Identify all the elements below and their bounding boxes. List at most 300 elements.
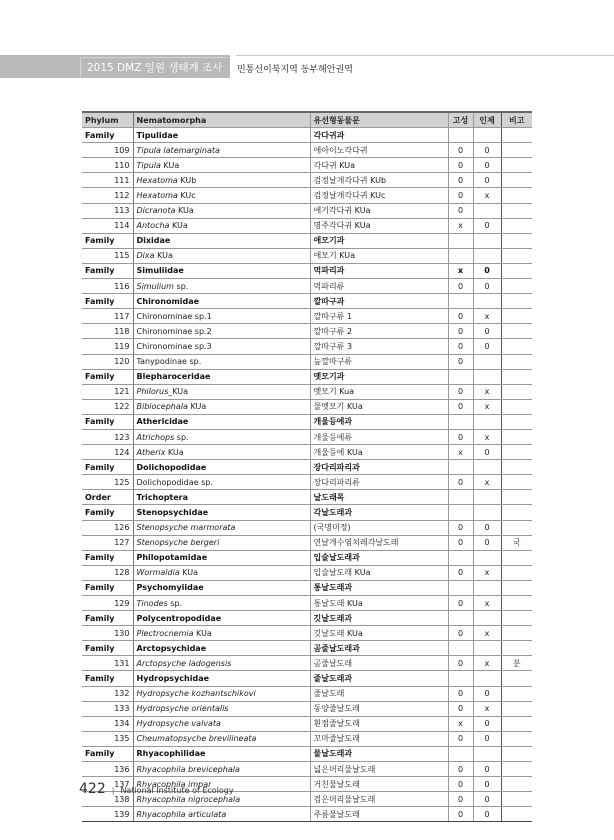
goseong-cell: 0 xyxy=(448,203,473,218)
scientific-name xyxy=(133,173,310,188)
scientific-name xyxy=(133,324,310,339)
inje-cell: 0 xyxy=(473,445,501,460)
taxon-rank-row xyxy=(82,414,532,429)
species-number: 125 xyxy=(82,475,133,490)
genus-species-italic: Cheumatopsyche brevilineata xyxy=(136,734,257,744)
inje-cell: 0 xyxy=(473,686,501,701)
goseong-cell xyxy=(448,611,473,626)
note-cell xyxy=(501,128,532,143)
goseong-cell: 0 xyxy=(448,565,473,580)
report-title: 2015 DMZ 일원 생태계 조사 xyxy=(80,57,228,78)
species-number: 129 xyxy=(82,596,133,611)
rank-label: Family xyxy=(82,233,133,248)
goseong-cell xyxy=(448,505,473,520)
inje-cell xyxy=(473,369,501,384)
korean-name: 늪깔따구류 xyxy=(310,354,448,369)
species-number: 136 xyxy=(82,762,133,777)
inje-cell: 0 xyxy=(473,520,501,535)
inje-cell xyxy=(473,746,501,761)
inje-cell xyxy=(473,505,501,520)
species-number: 137 xyxy=(82,777,133,792)
note-cell: 국 xyxy=(501,535,532,550)
note-cell xyxy=(501,807,532,822)
inje-cell: 0 xyxy=(473,324,501,339)
korean-name: 넓은머리물날도래 xyxy=(310,762,448,777)
inje-cell: 0 xyxy=(473,807,501,822)
note-cell xyxy=(501,429,532,444)
inje-cell xyxy=(473,233,501,248)
rank-label: Order xyxy=(82,490,133,505)
taxon-rank-row xyxy=(82,580,532,595)
column-header: 비고 xyxy=(501,112,532,128)
inje-cell: x xyxy=(473,188,501,203)
scientific-name xyxy=(133,143,310,158)
species-row xyxy=(82,339,532,354)
note-cell xyxy=(501,565,532,580)
goseong-cell: 0 xyxy=(448,324,473,339)
name-suffix: Chironominae sp.3 xyxy=(136,341,212,351)
species-row xyxy=(82,445,532,460)
species-row xyxy=(82,731,532,746)
scientific-name xyxy=(133,596,310,611)
inje-cell xyxy=(473,460,501,475)
taxon-rank-row xyxy=(82,369,532,384)
korean-name: 통날도래과 xyxy=(310,580,448,595)
scientific-name xyxy=(133,445,310,460)
genus-species-italic: Tipula latemarginata xyxy=(136,145,220,155)
korean-name: 거친물날도래 xyxy=(310,777,448,792)
name-suffix: KUa xyxy=(160,160,180,170)
species-number: 116 xyxy=(82,279,133,294)
note-cell xyxy=(501,279,532,294)
goseong-cell: 0 xyxy=(448,188,473,203)
taxon-rank-row xyxy=(82,128,532,143)
note-cell xyxy=(501,626,532,641)
species-row xyxy=(82,535,532,550)
scientific-name xyxy=(133,475,310,490)
goseong-cell xyxy=(448,128,473,143)
rank-label: Family xyxy=(82,641,133,656)
species-row xyxy=(82,248,532,263)
genus-species-italic: Hydropsyche valvata xyxy=(136,719,221,729)
note-cell xyxy=(501,203,532,218)
name-suffix: _KUa xyxy=(168,387,189,397)
goseong-cell xyxy=(448,369,473,384)
inje-cell: 0 xyxy=(473,158,501,173)
note-cell xyxy=(501,369,532,384)
name-suffix: Tanypodinae sp. xyxy=(136,357,202,367)
note-cell xyxy=(501,309,532,324)
taxon-name: Stenopsychidae xyxy=(133,505,310,520)
rank-label: Family xyxy=(82,580,133,595)
taxon-rank-row xyxy=(82,746,532,761)
scientific-name xyxy=(133,701,310,716)
note-cell xyxy=(501,596,532,611)
note-cell xyxy=(501,263,532,278)
korean-name: 흰점줄날도래 xyxy=(310,716,448,731)
note-cell xyxy=(501,716,532,731)
taxon-rank-row xyxy=(82,263,532,278)
species-row xyxy=(82,565,532,580)
note-cell xyxy=(501,686,532,701)
goseong-cell: 0 xyxy=(448,384,473,399)
korean-name: 검은머리물날도래 xyxy=(310,792,448,807)
goseong-cell: x xyxy=(448,445,473,460)
note-cell xyxy=(501,233,532,248)
goseong-cell xyxy=(448,580,473,595)
column-header: 인제 xyxy=(473,112,501,128)
goseong-cell: 0 xyxy=(448,792,473,807)
taxon-rank-row xyxy=(82,641,532,656)
korean-name: 입술날도래 KUa xyxy=(310,565,448,580)
goseong-cell: 0 xyxy=(448,762,473,777)
inje-cell xyxy=(473,671,501,686)
scientific-name xyxy=(133,158,310,173)
goseong-cell: 0 xyxy=(448,399,473,414)
korean-name: 줄날도래 xyxy=(310,686,448,701)
korean-name: 개울등에과 xyxy=(310,414,448,429)
rank-label: Family xyxy=(82,263,133,278)
species-number: 118 xyxy=(82,324,133,339)
inje-cell xyxy=(473,490,501,505)
species-number: 115 xyxy=(82,248,133,263)
taxon-name: Dolichopodidae xyxy=(133,460,310,475)
note-cell xyxy=(501,445,532,460)
species-row xyxy=(82,762,532,777)
taxon-rank-row xyxy=(82,490,532,505)
note-cell xyxy=(501,792,532,807)
rank-label: Family xyxy=(82,505,133,520)
korean-name: 개울등에류 xyxy=(310,429,448,444)
goseong-cell: 0 xyxy=(448,777,473,792)
goseong-cell: x xyxy=(448,716,473,731)
note-cell xyxy=(501,324,532,339)
rank-label: Family xyxy=(82,746,133,761)
inje-cell: 0 xyxy=(473,339,501,354)
header-rule xyxy=(236,55,614,56)
genus-species-italic: Simulium xyxy=(136,281,174,291)
korean-name: 물멧모기 KUa xyxy=(310,399,448,414)
species-row xyxy=(82,188,532,203)
korean-name: 멧모기과 xyxy=(310,369,448,384)
korean-name: 줄날도래과 xyxy=(310,671,448,686)
note-cell xyxy=(501,354,532,369)
name-suffix: KUa xyxy=(187,402,207,412)
note-cell xyxy=(501,731,532,746)
species-number: 132 xyxy=(82,686,133,701)
goseong-cell: 0 xyxy=(448,686,473,701)
species-table xyxy=(82,111,532,822)
genus-species-italic: Hydropsyche kozhantschikovi xyxy=(136,689,256,699)
species-row xyxy=(82,203,532,218)
genus-species-italic: Dixa xyxy=(136,251,155,261)
taxon-name: Rhyacophilidae xyxy=(133,746,310,761)
name-suffix: KUb xyxy=(177,175,197,185)
korean-name: 애기각다귀 KUa xyxy=(310,203,448,218)
genus-species-italic: Rhyacophila brevicephala xyxy=(136,764,240,774)
goseong-cell: 0 xyxy=(448,279,473,294)
rank-label: Family xyxy=(82,414,133,429)
species-number: 113 xyxy=(82,203,133,218)
note-cell xyxy=(501,490,532,505)
korean-name: 장다리파리과 xyxy=(310,460,448,475)
inje-cell: 0 xyxy=(473,792,501,807)
species-number: 109 xyxy=(82,143,133,158)
note-cell xyxy=(501,218,532,233)
note-cell xyxy=(501,520,532,535)
taxon-name: Trichoptera xyxy=(133,490,310,505)
species-row xyxy=(82,354,532,369)
species-row xyxy=(82,701,532,716)
footer-separator: | xyxy=(111,786,115,795)
taxon-rank-row xyxy=(82,505,532,520)
inje-cell xyxy=(473,248,501,263)
species-number: 123 xyxy=(82,429,133,444)
goseong-cell: 0 xyxy=(448,596,473,611)
genus-species-italic: Rhyacophila nigrocephala xyxy=(136,794,241,804)
inje-cell: x xyxy=(473,399,501,414)
korean-name: 꼬마줄날도래 xyxy=(310,731,448,746)
scientific-name xyxy=(133,248,310,263)
species-row xyxy=(82,596,532,611)
genus-species-italic: Bibiocephala xyxy=(136,402,188,412)
taxon-name: Dixidae xyxy=(133,233,310,248)
species-number: 112 xyxy=(82,188,133,203)
goseong-cell: 0 xyxy=(448,143,473,158)
name-suffix: KUa xyxy=(193,628,212,638)
inje-cell xyxy=(473,354,501,369)
inje-cell: 0 xyxy=(473,218,501,233)
taxon-name: Tipulidae xyxy=(133,128,310,143)
goseong-cell: x xyxy=(448,263,473,278)
goseong-cell xyxy=(448,641,473,656)
genus-species-italic: Hexatoma xyxy=(136,175,178,185)
scientific-name xyxy=(133,429,310,444)
name-suffix: Chironominae sp.2 xyxy=(136,326,212,336)
species-row xyxy=(82,399,532,414)
korean-name: 검정날개각다귀 KUc xyxy=(310,188,448,203)
genus-species-italic: Philorus xyxy=(136,387,169,397)
note-cell xyxy=(501,339,532,354)
taxon-name: Polycentropodidae xyxy=(133,611,310,626)
scientific-name xyxy=(133,399,310,414)
scientific-name xyxy=(133,731,310,746)
inje-cell: x xyxy=(473,565,501,580)
species-number: 122 xyxy=(82,399,133,414)
inje-cell: 0 xyxy=(473,762,501,777)
inje-cell xyxy=(473,580,501,595)
korean-name: 애아이노각다귀 xyxy=(310,143,448,158)
scientific-name xyxy=(133,626,310,641)
goseong-cell: 0 xyxy=(448,158,473,173)
korean-name: 물날도래과 xyxy=(310,746,448,761)
scientific-name xyxy=(133,203,310,218)
species-number: 133 xyxy=(82,701,133,716)
species-number: 127 xyxy=(82,535,133,550)
species-number: 134 xyxy=(82,716,133,731)
korean-name: 깔따구류 3 xyxy=(310,339,448,354)
inje-cell xyxy=(473,128,501,143)
taxon-name: Blepharoceridae xyxy=(133,369,310,384)
rank-label: Family xyxy=(82,550,133,565)
scientific-name xyxy=(133,686,310,701)
note-cell xyxy=(501,188,532,203)
korean-name: 먹파리과 xyxy=(310,263,448,278)
name-suffix: sp. xyxy=(167,598,183,608)
species-row xyxy=(82,520,532,535)
inje-cell: x xyxy=(473,656,501,671)
scientific-name xyxy=(133,807,310,822)
note-cell xyxy=(501,550,532,565)
scientific-name xyxy=(133,656,310,671)
inje-cell: 0 xyxy=(473,173,501,188)
species-number: 121 xyxy=(82,384,133,399)
note-cell xyxy=(501,173,532,188)
species-number: 111 xyxy=(82,173,133,188)
genus-species-italic: Hydropsyche orientalis xyxy=(136,704,229,714)
goseong-cell: 0 xyxy=(448,701,473,716)
korean-name: 각다귀 KUa xyxy=(310,158,448,173)
inje-cell: x xyxy=(473,475,501,490)
goseong-cell xyxy=(448,414,473,429)
species-number: 130 xyxy=(82,626,133,641)
genus-species-italic: Tinodes xyxy=(136,598,168,608)
scientific-name xyxy=(133,716,310,731)
name-suffix: Dolichopodidae sp. xyxy=(136,477,213,487)
note-cell xyxy=(501,580,532,595)
taxon-name: Simuliidae xyxy=(133,263,310,278)
note-cell xyxy=(501,505,532,520)
goseong-cell: 0 xyxy=(448,429,473,444)
inje-cell: x xyxy=(473,626,501,641)
taxon-rank-row xyxy=(82,233,532,248)
inje-cell xyxy=(473,203,501,218)
scientific-name xyxy=(133,279,310,294)
inje-cell: x xyxy=(473,309,501,324)
species-row xyxy=(82,324,532,339)
inje-cell: x xyxy=(473,596,501,611)
note-cell xyxy=(501,143,532,158)
goseong-cell: 0 xyxy=(448,731,473,746)
goseong-cell xyxy=(448,746,473,761)
species-row xyxy=(82,384,532,399)
taxon-name: Chironomidae xyxy=(133,294,310,309)
species-number: 126 xyxy=(82,520,133,535)
goseong-cell xyxy=(448,294,473,309)
species-number: 120 xyxy=(82,354,133,369)
name-suffix: KUc xyxy=(177,191,196,201)
species-number: 114 xyxy=(82,218,133,233)
genus-species-italic: Arctopsyche ladogensis xyxy=(136,658,232,668)
inje-cell xyxy=(473,550,501,565)
note-cell xyxy=(501,746,532,761)
goseong-cell xyxy=(448,248,473,263)
species-number: 117 xyxy=(82,309,133,324)
genus-species-italic: Atrichops xyxy=(136,432,175,442)
scientific-name xyxy=(133,535,310,550)
korean-name: 각날도래과 xyxy=(310,505,448,520)
genus-species-italic: Dicranota xyxy=(136,206,176,216)
species-row xyxy=(82,807,532,822)
species-row xyxy=(82,656,532,671)
genus-species-italic: Stenopsyche marmorata xyxy=(136,523,236,533)
goseong-cell: 0 xyxy=(448,339,473,354)
note-cell xyxy=(501,399,532,414)
genus-species-italic: Antocha xyxy=(136,221,170,231)
genus-species-italic: Plectrocnemia xyxy=(136,628,194,638)
taxon-name: Athericidae xyxy=(133,414,310,429)
goseong-cell: 0 xyxy=(448,656,473,671)
species-row xyxy=(82,173,532,188)
scientific-name xyxy=(133,188,310,203)
inje-cell xyxy=(473,641,501,656)
note-cell xyxy=(501,475,532,490)
genus-species-italic: Hexatoma xyxy=(136,191,178,201)
name-suffix: KUa xyxy=(179,568,199,578)
goseong-cell xyxy=(448,671,473,686)
inje-cell: 0 xyxy=(473,777,501,792)
korean-name: 날도래목 xyxy=(310,490,448,505)
taxon-name: Hydropsychidae xyxy=(133,671,310,686)
korean-name: 곰줄날도래과 xyxy=(310,641,448,656)
inje-cell: 0 xyxy=(473,716,501,731)
goseong-cell xyxy=(448,550,473,565)
korean-name: 장다리파리류 xyxy=(310,475,448,490)
note-cell xyxy=(501,414,532,429)
species-row xyxy=(82,716,532,731)
taxon-name: Philopotamidae xyxy=(133,550,310,565)
note-cell xyxy=(501,460,532,475)
name-suffix: sp. xyxy=(173,281,189,291)
column-header: Phylum xyxy=(82,112,133,128)
species-row xyxy=(82,218,532,233)
species-row xyxy=(82,475,532,490)
korean-name: 깔따구류 1 xyxy=(310,309,448,324)
korean-name: 깔따구과 xyxy=(310,294,448,309)
scientific-name xyxy=(133,762,310,777)
genus-species-italic: Wormaldia xyxy=(136,568,180,578)
korean-name: 동양줄날도래 xyxy=(310,701,448,716)
korean-name: 멧모기 Kua xyxy=(310,384,448,399)
korean-name: 애모기 KUa xyxy=(310,248,448,263)
column-header: Nematomorpha xyxy=(133,112,310,128)
goseong-cell xyxy=(448,233,473,248)
rank-label: Family xyxy=(82,671,133,686)
page-number: 422 xyxy=(79,781,106,797)
species-row xyxy=(82,158,532,173)
note-cell xyxy=(501,777,532,792)
taxon-name: Psychomyiidae xyxy=(133,580,310,595)
species-number: 138 xyxy=(82,792,133,807)
inje-cell xyxy=(473,414,501,429)
korean-name: 검정날개각다귀 KUb xyxy=(310,173,448,188)
inje-cell: x xyxy=(473,384,501,399)
genus-species-italic: Tipula xyxy=(136,160,161,170)
rank-label: Family xyxy=(82,460,133,475)
korean-name: (국명미정) xyxy=(310,520,448,535)
section-subtitle: 민통선이북지역 동부해안권역 xyxy=(237,65,353,75)
korean-name: 곰줄날도래 xyxy=(310,656,448,671)
korean-name: 애모기과 xyxy=(310,233,448,248)
taxon-rank-row xyxy=(82,671,532,686)
name-suffix: Chironominae sp.1 xyxy=(136,311,212,321)
note-cell xyxy=(501,384,532,399)
scientific-name xyxy=(133,339,310,354)
korean-name: 각다귀과 xyxy=(310,128,448,143)
goseong-cell: x xyxy=(448,218,473,233)
scientific-name xyxy=(133,520,310,535)
goseong-cell: 0 xyxy=(448,173,473,188)
